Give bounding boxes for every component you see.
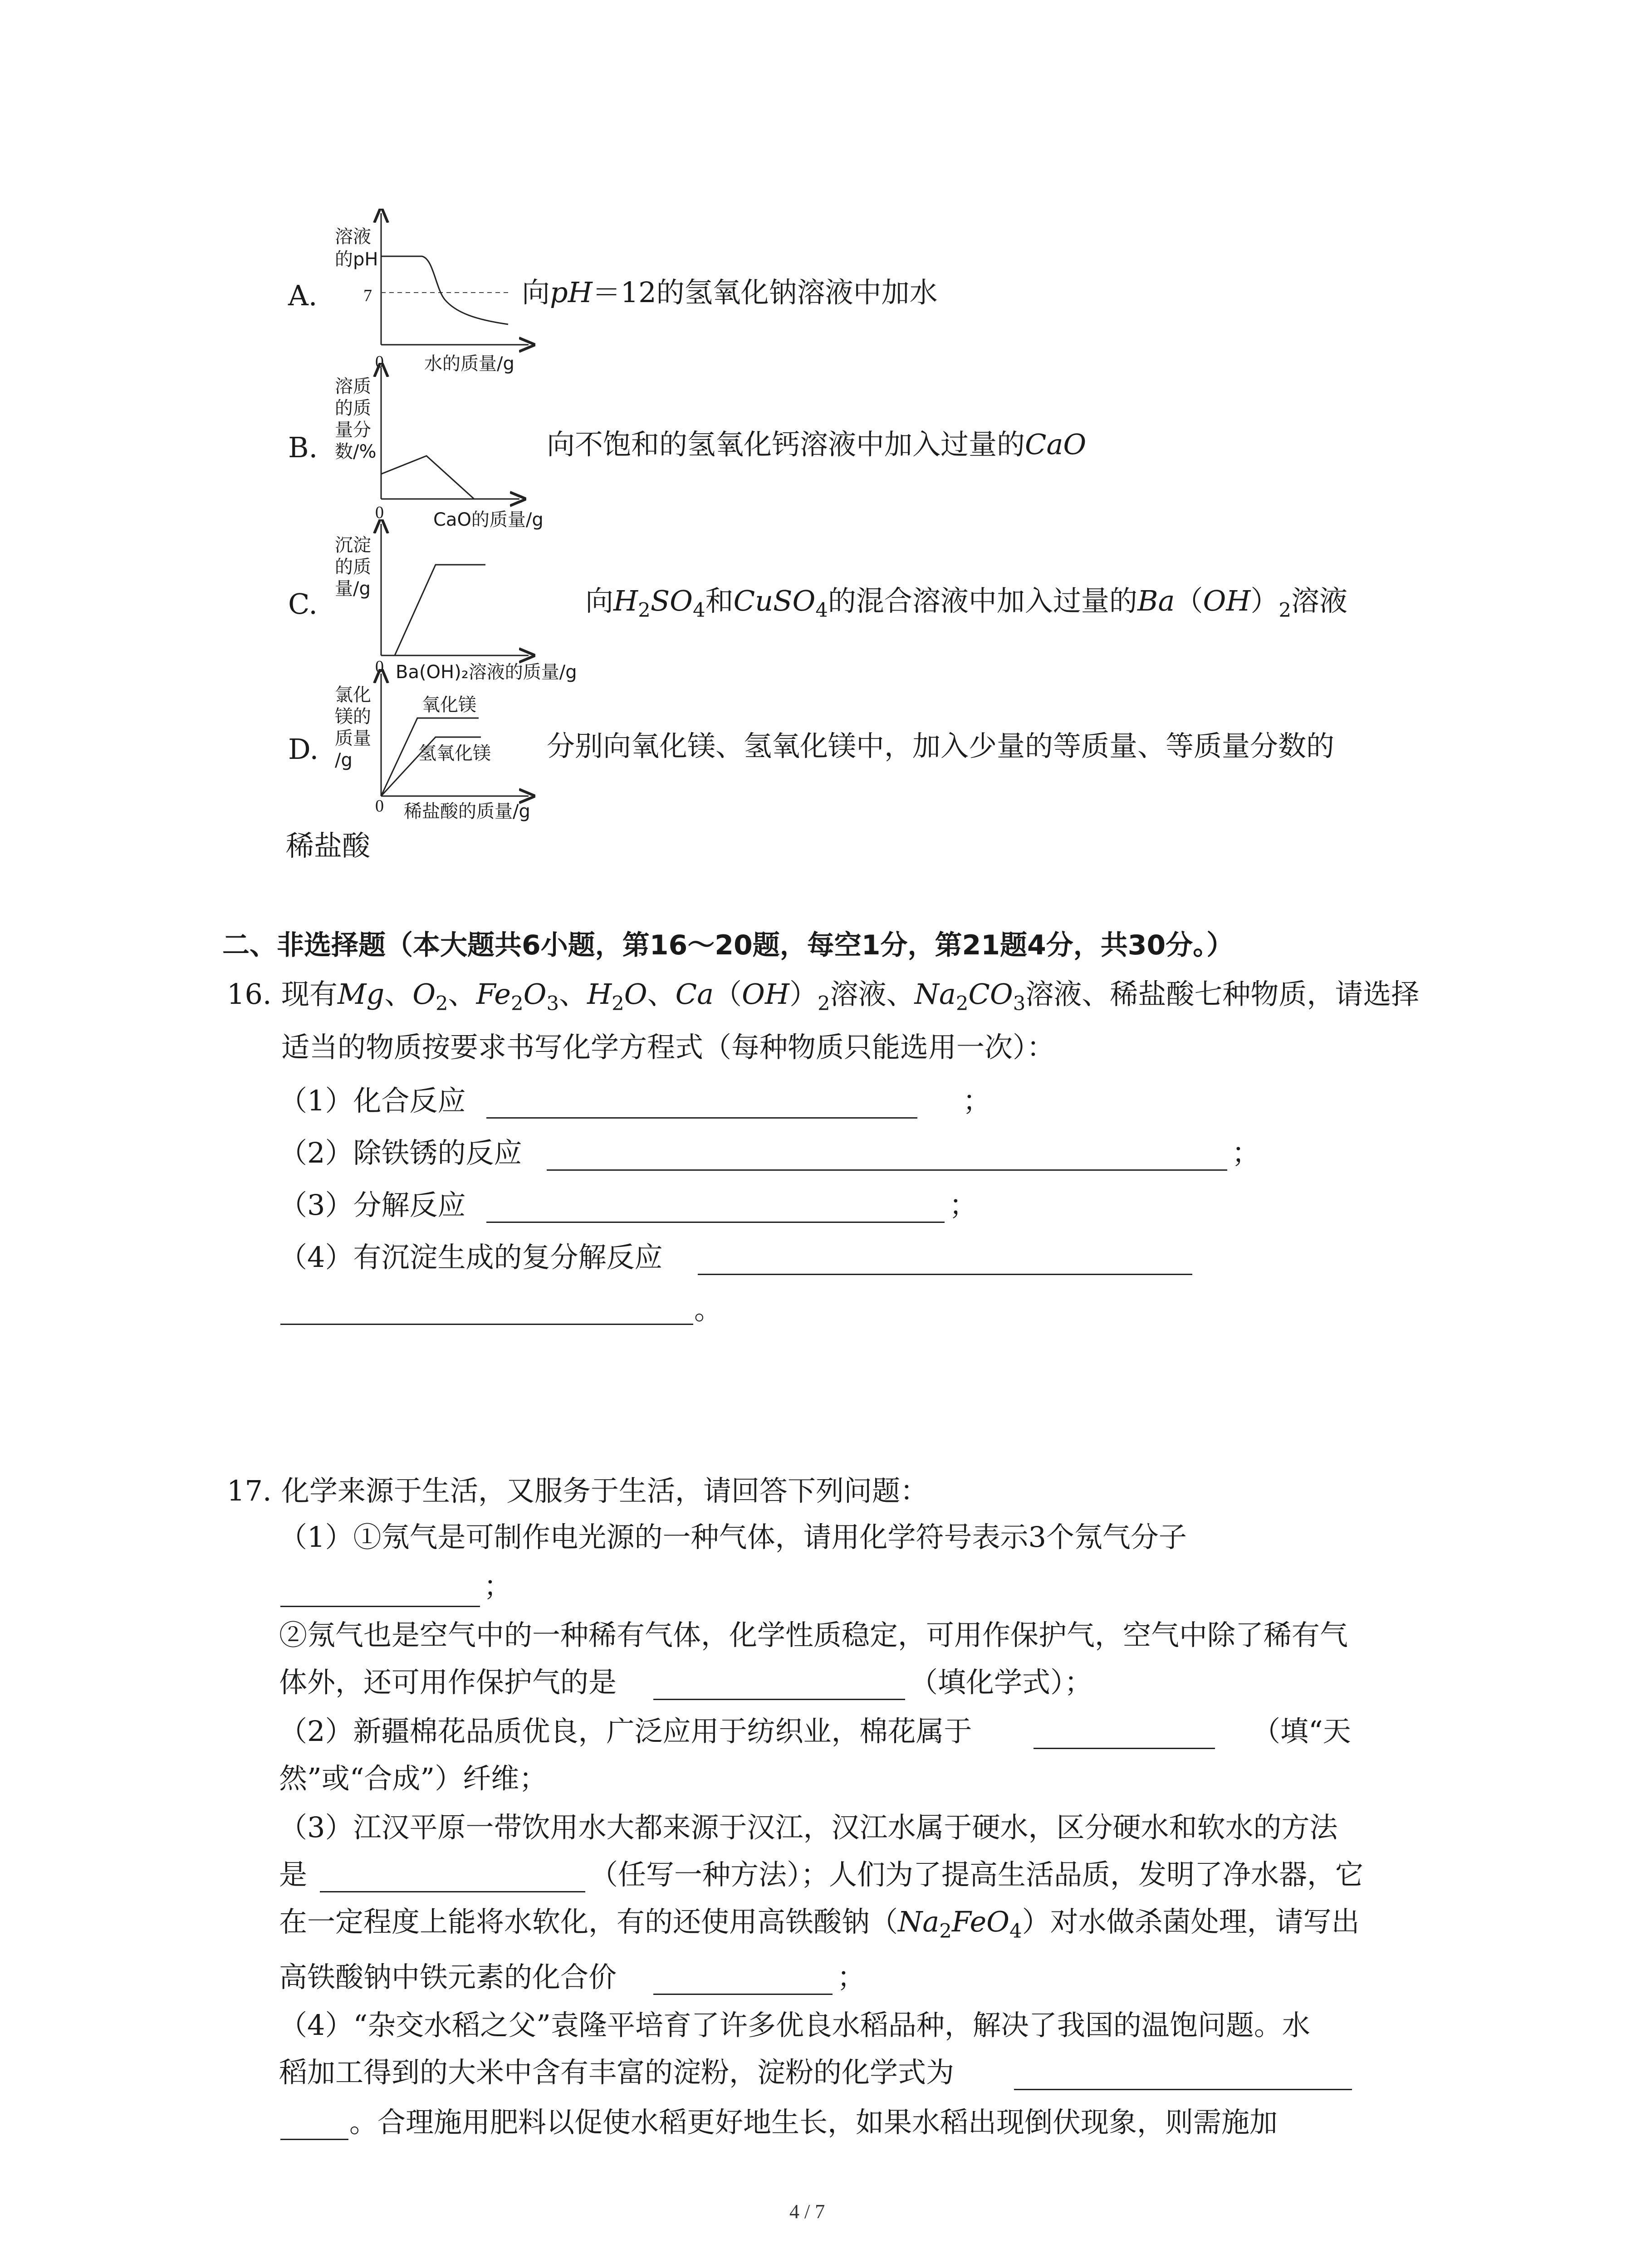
option-b-ylabel-1: 溶质 [335, 376, 371, 397]
q17-p3-line-2-end: （任写一种方法）；人们为了提高生活品质，发明了净水器，它 [590, 1858, 1364, 1891]
option-b-graph [372, 363, 526, 508]
option-c-xlabel: Ba(OH)₂溶液的质量/g [396, 662, 577, 683]
q17-p4-line-3: 。合理施用肥料以促使水稻更好地生长，如果水稻出现倒伏现象，则需施加 [349, 2106, 1278, 2139]
q17-p2-line-1: （2）新疆棉花品质优良，广泛应用于纺织业，棉花属于 [279, 1715, 972, 1748]
q17-p1a: （1）①氖气是可制作电光源的一种气体，请用化学符号表示3个氖气分子 [279, 1520, 1187, 1554]
option-a-description: 向pH＝12的氢氧化钠溶液中加水 [522, 276, 938, 309]
option-d-origin: 0 [375, 797, 384, 816]
option-d-curve-mgoh2 [381, 737, 481, 796]
q16-item-4-blank-b[interactable] [280, 1324, 693, 1325]
option-a-curve [381, 256, 508, 324]
q17-p2-line-2: 然”或“合成”）纤维； [279, 1762, 548, 1795]
option-d-ylabel-4: /g [335, 750, 353, 771]
q17-p1b-line-1: ②氖气也是空气中的一种稀有气体，化学性质稳定，可用作保护气，空气中除了稀有气 [279, 1618, 1348, 1652]
q17-p4-blank-a[interactable] [1014, 2089, 1352, 2090]
option-c-ylabel-3: 量/g [335, 578, 371, 599]
option-b-curve [381, 456, 474, 499]
option-b-ylabel-4: 数/% [335, 441, 377, 462]
option-a-ytick: 7 [363, 286, 372, 305]
option-c-ylabel-2: 的质 [335, 557, 371, 577]
option-a-graph [372, 209, 535, 354]
option-b-description: 向不饱和的氢氧化钙溶液中加入过量的CaO [547, 428, 1087, 461]
q17-p2-line-1-end: （填“天 [1252, 1715, 1351, 1748]
q17-p4-line-1: （4）“杂交水稻之父”袁隆平培育了许多优良水稻品种，解决了我国的温饱问题。水 [279, 2009, 1310, 2042]
q16-item-3-label: （3）分解反应 [279, 1188, 466, 1222]
q16-item-4-blank-a[interactable] [698, 1274, 1192, 1275]
option-d-ylabel-1: 氯化 [335, 684, 371, 705]
option-b-ylabel-3: 量分 [335, 420, 371, 440]
option-b-letter: B. [288, 431, 318, 464]
section-2-heading: 二、非选择题（本大题共6小题，第16～20题，每空1分，第21题4分，共30分。） [222, 929, 1234, 961]
option-c-ylabel-1: 沉淀 [335, 535, 371, 556]
option-d-series-mgo: 氧化镁 [422, 694, 476, 715]
q17-p3-line-4-end: ； [837, 1960, 866, 1994]
option-d-series-mgoh2: 氢氧化镁 [418, 743, 491, 764]
q16-item-2-blank[interactable] [547, 1169, 1227, 1171]
option-a-ylabel-1: 溶液 [335, 226, 371, 247]
option-a-origin: 0 [375, 352, 384, 371]
option-b-xlabel: CaO的质量/g [433, 509, 544, 530]
q16-item-3-blank[interactable] [486, 1222, 945, 1223]
q17-p3-line-3: 在一定程度上能将水软化，有的还使用高铁酸钠$(Na_2FeO_4)$对水做杀菌处理，请写出 [279, 1905, 1360, 1943]
q17-p2-blank[interactable] [1034, 1748, 1215, 1749]
q16-item-1-end: ； [963, 1084, 991, 1117]
q17-p3-line-4: 高铁酸钠中铁元素的化合价 [279, 1960, 617, 1994]
option-a-ylabel-2: 的pH [335, 249, 378, 270]
q16-item-1-label: （1）化合反应 [279, 1084, 466, 1117]
option-d-letter: D. [288, 733, 319, 766]
option-c-curve [395, 565, 485, 655]
option-c-description: 向$H_2SO_4$和CuSO$_4$的混合溶液中加入过量的$Ba(OH)_2$溶液 [585, 584, 1348, 622]
option-b-ylabel-2: 的质 [335, 398, 371, 419]
q17-p1a-blank[interactable] [280, 1606, 480, 1607]
option-c-letter: C. [288, 587, 318, 621]
option-d-curve-mgo [381, 718, 479, 796]
option-d-xlabel: 稀盐酸的质量/g [404, 801, 530, 822]
q16-number: 16. [227, 978, 272, 1011]
page-number: 4 / 7 [789, 2200, 825, 2223]
q17-p4-blank-b[interactable] [280, 2139, 348, 2140]
q17-p1b-blank[interactable] [653, 1699, 905, 1700]
q16-item-2-end: ； [1232, 1136, 1260, 1169]
q17-p4-line-2: 稻加工得到的大米中含有丰富的淀粉，淀粉的化学式为 [279, 2056, 955, 2089]
q16-item-3-end: ； [949, 1188, 978, 1222]
q16-item-2-label: （2）除铁锈的反应 [279, 1136, 522, 1169]
q16-item-1-blank[interactable] [486, 1117, 917, 1119]
option-a-xlabel: 水的质量/g [424, 353, 514, 374]
q16-line-1: 现有Mg、$O_2$、$Fe_2O_3$、$H_2O$、$Ca(OH)_2$溶液、$Na_2CO_3$溶液、稀盐酸七种物质，请选择 [281, 978, 1420, 1015]
q17-p1b-line-2: 体外，还可用作保护气的是 [279, 1666, 617, 1699]
q16-line-2: 适当的物质按要求书写化学方程式（每种物质只能选用一次）： [281, 1031, 1055, 1064]
q17-p3-blank-1[interactable] [320, 1891, 585, 1892]
option-d-description-cont: 稀盐酸 [286, 829, 371, 862]
q17-intro: 化学来源于生活，又服务于生活，请回答下列问题： [281, 1474, 929, 1507]
q17-p1b-end: （填化学式）； [910, 1666, 1093, 1699]
q17-p1a-end: ； [484, 1569, 512, 1603]
q17-p3-blank-2[interactable] [653, 1994, 833, 1995]
q16-item-4-label: （4）有沉淀生成的复分解反应 [279, 1241, 663, 1274]
option-c-graph [372, 519, 535, 665]
option-d-graph [372, 669, 535, 805]
option-d-ylabel-2: 镁的 [335, 706, 371, 727]
q16-item-4-end: 。 [694, 1293, 723, 1326]
option-c-origin: 0 [375, 657, 384, 676]
option-b-origin: 0 [375, 503, 384, 522]
q17-p3-line-2: 是 [279, 1858, 308, 1891]
q17-p3-line-1: （3）江汉平原一带饮用水大都来源于汉江，汉江水属于硬水，区分硬水和软水的方法 [279, 1811, 1338, 1844]
option-a-letter: A. [288, 279, 318, 312]
option-d-ylabel-3: 质量 [335, 728, 371, 749]
option-d-description: 分别向氧化镁、氢氧化镁中，加入少量的等质量、等质量分数的 [547, 729, 1335, 763]
q17-number: 17. [227, 1474, 272, 1507]
